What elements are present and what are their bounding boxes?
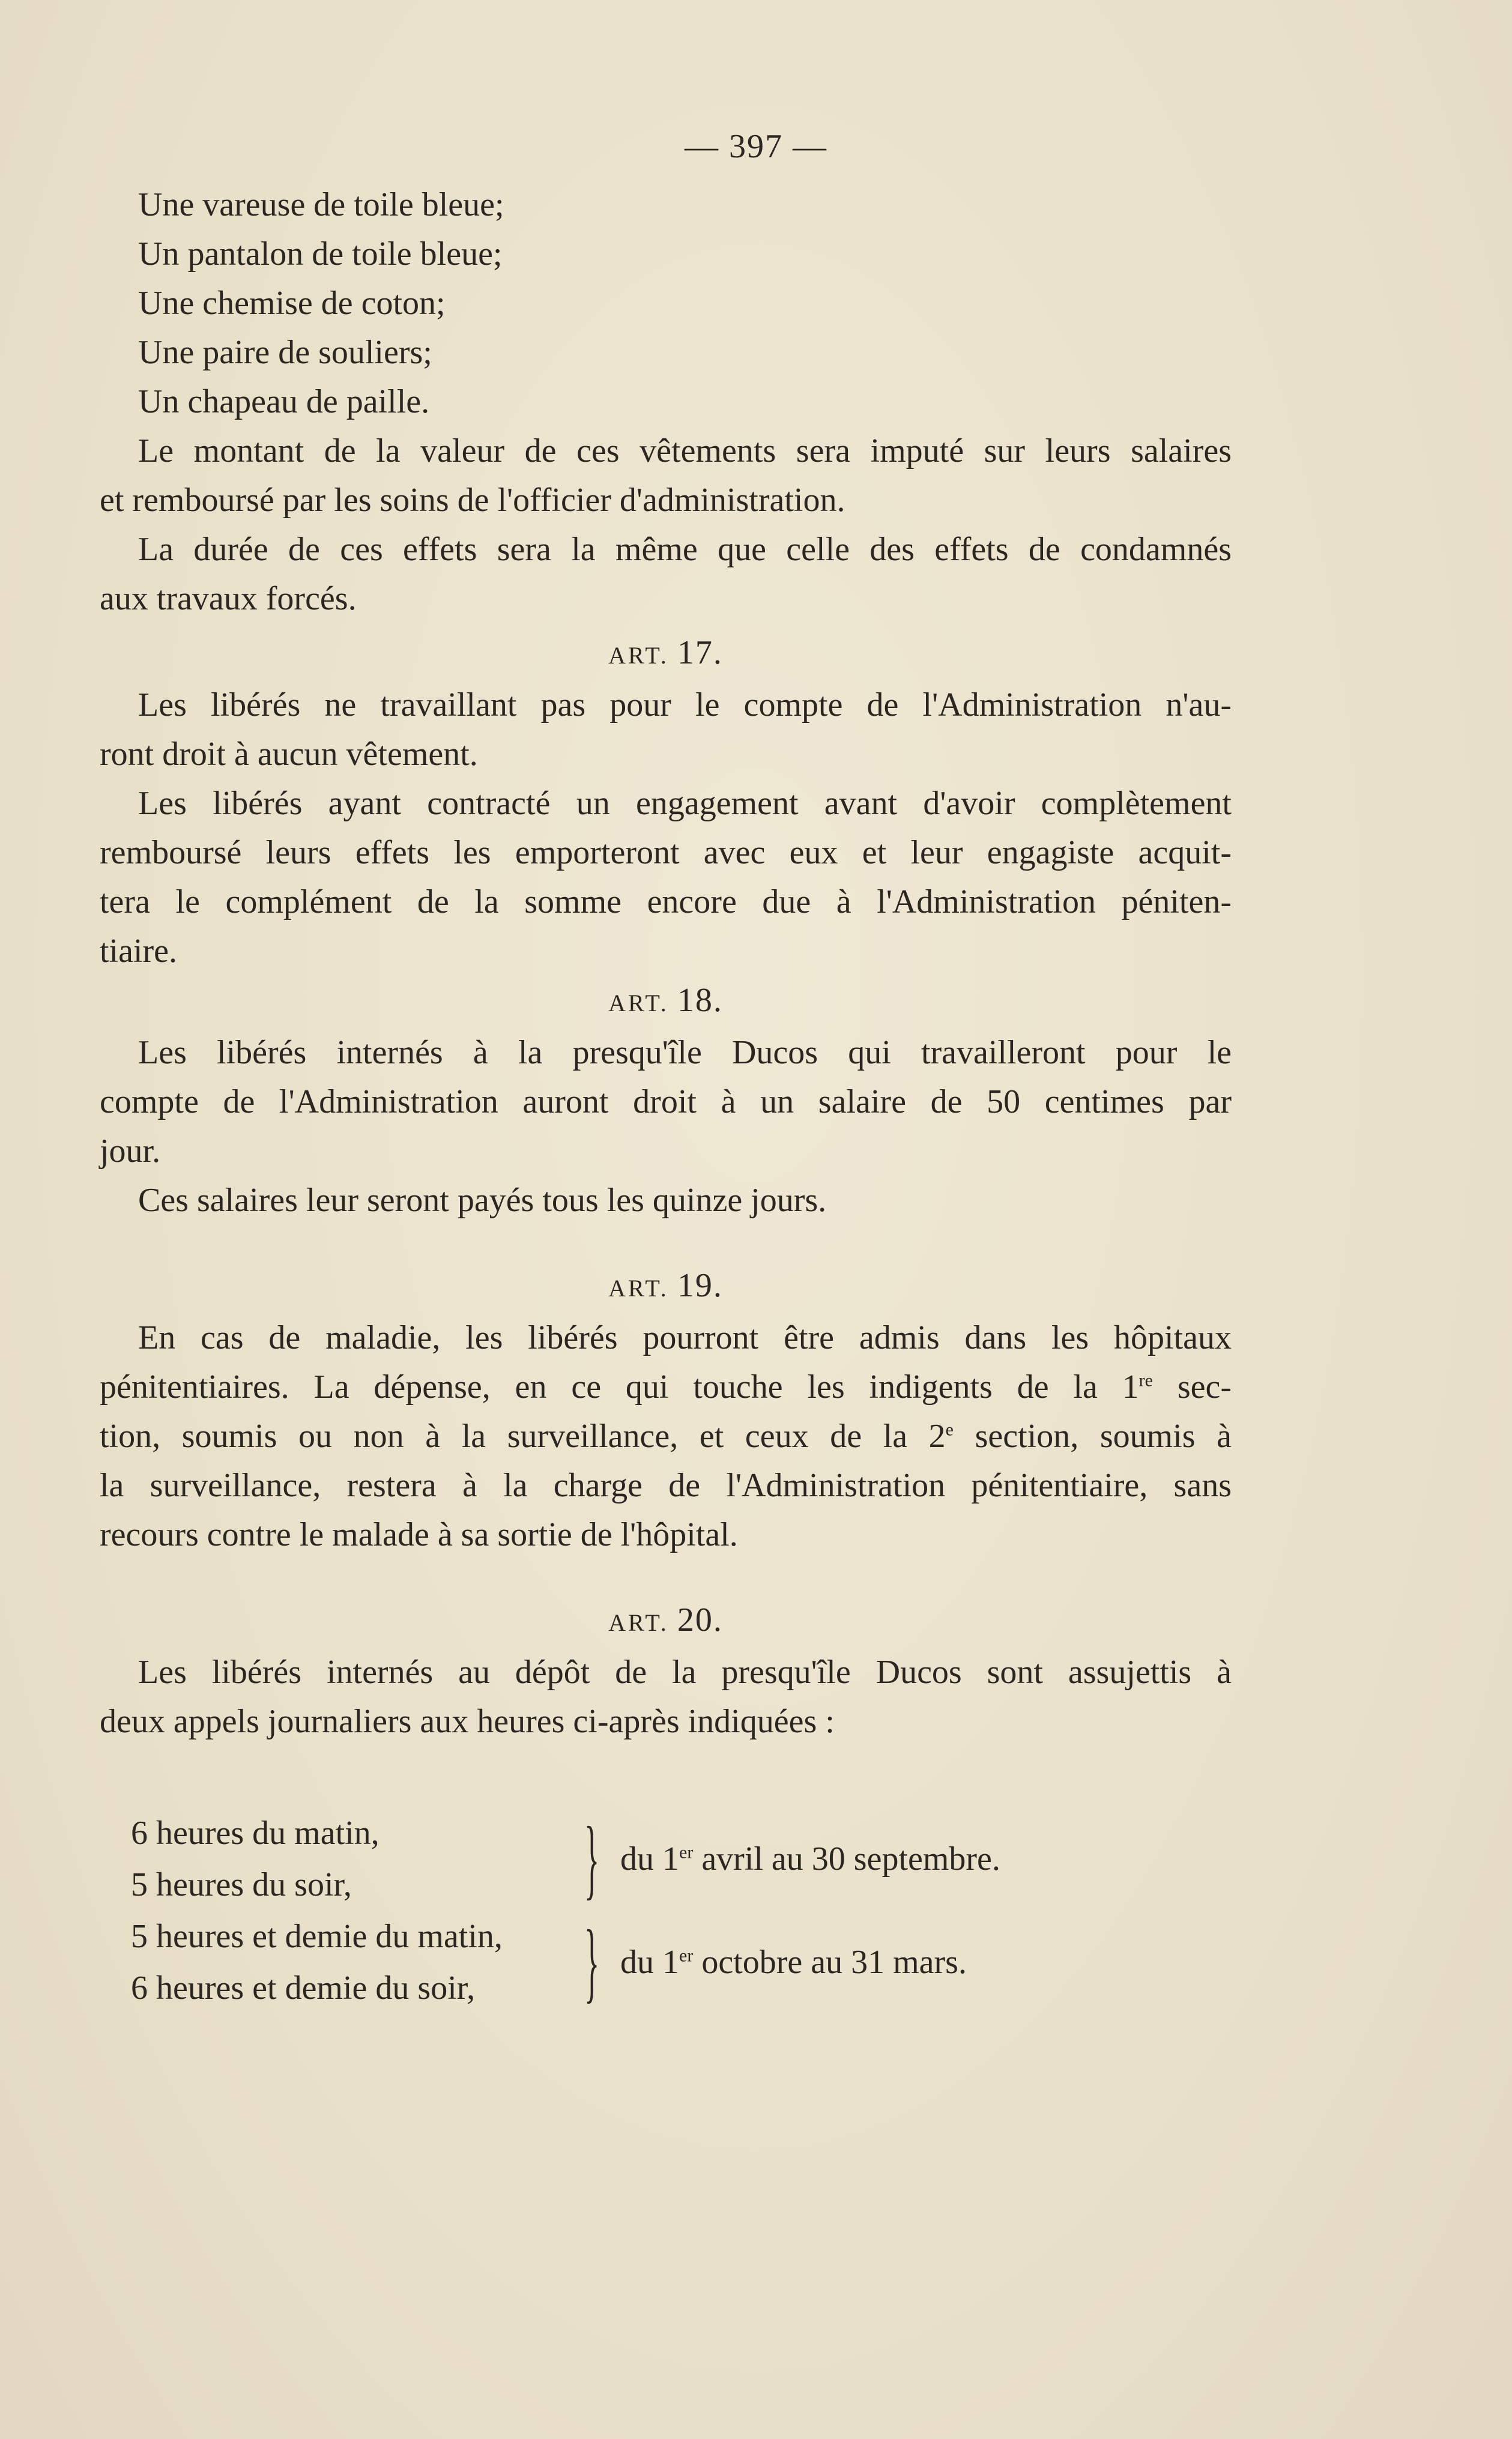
paragraph-line: tion, soumis ou non à la surveillance, et ceux de la 2e section, soumis à (100, 1418, 1232, 1455)
article-heading-18 (100, 976, 1232, 1028)
article-heading-17 (100, 628, 1232, 680)
paragraph-line: Le montant de la valeur de ces vêtements sera imputé sur leurs salaires (138, 432, 1232, 470)
paragraph-line: deux appels journaliers aux heures ci-après indiquées : (100, 1703, 835, 1740)
schedule-period: du 1er avril au 30 septembre. (620, 1840, 1000, 1878)
schedule-period: du 1er octobre au 31 mars. (620, 1944, 967, 1981)
article-label: ART. (608, 1275, 669, 1302)
paragraph-line: En cas de maladie, les libérés pourront être admis dans les hôpitaux (138, 1319, 1232, 1356)
article-label: ART. (608, 990, 669, 1017)
body-text-upper (100, 180, 1232, 1746)
article-number: 18. (677, 982, 723, 1019)
paragraph-line: aux travaux forcés. (100, 580, 357, 617)
paragraph-line: Les libérés internés au dépôt de la presqu'île Ducos sont assujettis à (138, 1654, 1232, 1691)
clothing-item: Une chemise de coton; (138, 285, 446, 322)
paragraph-line: ront droit à aucun vêtement. (100, 736, 478, 773)
article-number: 20. (677, 1601, 723, 1639)
paragraph-line: recours contre le malade à sa sortie de l'hôpital. (100, 1516, 738, 1553)
clothing-item: Un pantalon de toile bleue; (138, 235, 503, 273)
paragraph-line: jour. (100, 1132, 161, 1170)
article-number: 19. (677, 1267, 723, 1304)
paragraph-line: tiaire. (100, 932, 178, 970)
schedule-time: 5 heures et demie du matin, (131, 1918, 503, 1955)
paragraph-line: Les libérés internés à la presqu'île Ducos qui travailleront pour le (138, 1034, 1232, 1071)
clothing-item: Un chapeau de paille. (138, 383, 430, 420)
brace-icon: } (584, 1809, 600, 1908)
clothing-item: Une vareuse de toile bleue; (138, 186, 504, 223)
paragraph-line: pénitentiaires. La dépense, en ce qui touche les indigents de la 1re sec- (100, 1368, 1232, 1406)
article-number: 17. (677, 634, 723, 671)
clothing-item: Une paire de souliers; (138, 334, 432, 371)
paragraph-line: Les libérés ayant contracté un engagement avant d'avoir complètement (138, 785, 1232, 822)
schedule-group-summer (131, 1807, 1000, 1911)
article-label: ART. (608, 1609, 669, 1636)
paragraph-line: et remboursé par les soins de l'officier d'administration. (100, 482, 845, 519)
schedule-time: 6 heures et demie du soir, (131, 1969, 476, 2007)
paragraph-line: remboursé leurs effets les emporteront avec eux et leur engagiste acquit- (100, 834, 1232, 871)
page-number: — 397 — (685, 128, 827, 165)
paragraph-line: La durée de ces effets sera la même que celle des effets de condamnés (138, 531, 1232, 568)
schedule-group-winter (131, 1911, 967, 2014)
brace-icon: } (584, 1912, 600, 2011)
paragraph-line: tera le complément de la somme encore due à l'Administration péniten- (100, 883, 1232, 920)
paragraph-line: compte de l'Administration auront droit à un salaire de 50 centimes par (100, 1083, 1232, 1120)
schedule-time: 6 heures du matin, (131, 1815, 380, 1852)
article-heading-19 (100, 1261, 1232, 1313)
schedule-time: 5 heures du soir, (131, 1866, 352, 1903)
paragraph-line: Ces salaires leur seront payés tous les quinze jours. (138, 1182, 827, 1219)
paragraph-line: Les libérés ne travaillant pas pour le compte de l'Administration n'au- (138, 686, 1232, 724)
paragraph-line: la surveillance, restera à la charge de l'Administration pénitentiaire, sans (100, 1467, 1232, 1504)
roll-call-schedule (131, 1807, 1000, 2014)
article-heading-20 (100, 1595, 1232, 1648)
article-label: ART. (608, 642, 669, 669)
